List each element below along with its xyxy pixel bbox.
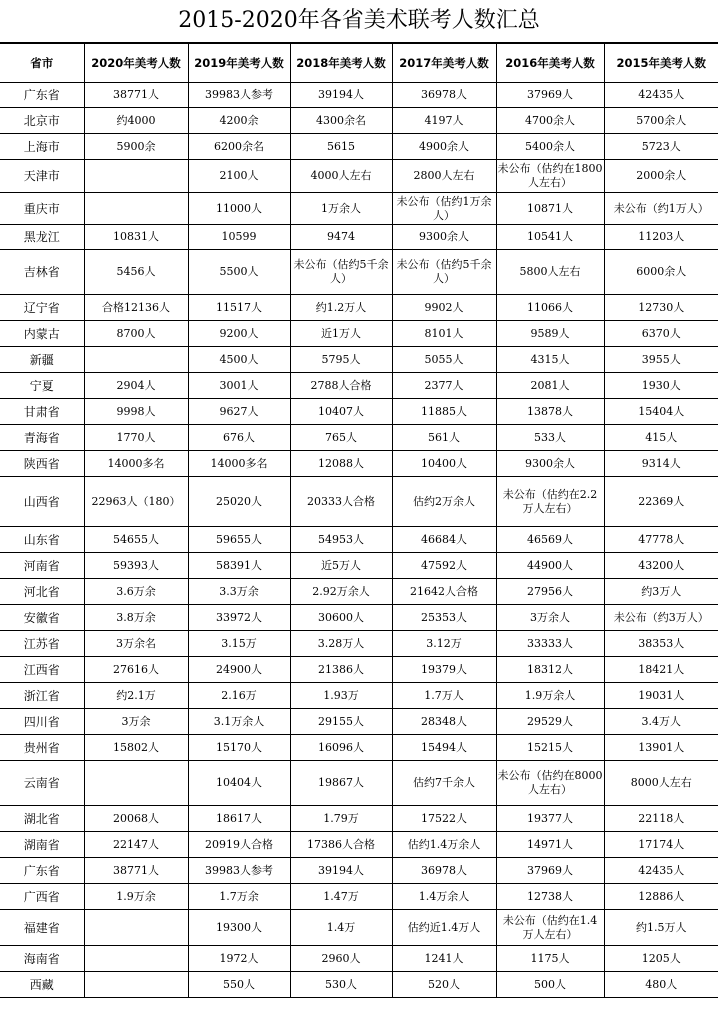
cell-2018: 9474 <box>290 225 392 250</box>
table-title: 2015-2020年各省美术联考人数汇总 <box>0 0 718 43</box>
cell-2019: 14000多名 <box>188 451 290 477</box>
cell-2015: 11203人 <box>604 225 718 250</box>
cell-2018: 21386人 <box>290 657 392 683</box>
cell-2016: 14971人 <box>496 832 604 858</box>
table-row <box>0 83 718 108</box>
cell-2020: 15802人 <box>84 735 188 761</box>
cell-2019: 4500人 <box>188 347 290 373</box>
cell-2015: 12886人 <box>604 884 718 910</box>
cell-2017: 17522人 <box>392 806 496 832</box>
cell-province: 辽宁省 <box>0 295 84 321</box>
cell-2019: 39983人参考 <box>188 858 290 884</box>
cell-2020: 22147人 <box>84 832 188 858</box>
cell-province: 宁夏 <box>0 373 84 399</box>
cell-2017: 未公布（估约5千余人） <box>392 250 496 295</box>
cell-2017: 估约7千余人 <box>392 761 496 806</box>
cell-2018: 2960人 <box>290 946 392 972</box>
cell-2016: 18312人 <box>496 657 604 683</box>
cell-province: 青海省 <box>0 425 84 451</box>
cell-2015: 415人 <box>604 425 718 451</box>
data-table <box>0 43 718 998</box>
table-row <box>0 527 718 553</box>
cell-2020: 2904人 <box>84 373 188 399</box>
cell-2015: 47778人 <box>604 527 718 553</box>
cell-2015: 8000人左右 <box>604 761 718 806</box>
cell-2016: 15215人 <box>496 735 604 761</box>
cell-2017: 3.12万 <box>392 631 496 657</box>
cell-province: 山西省 <box>0 477 84 527</box>
cell-2016: 4700余人 <box>496 108 604 134</box>
cell-2018: 1.79万 <box>290 806 392 832</box>
cell-2017: 9300余人 <box>392 225 496 250</box>
cell-2016: 10541人 <box>496 225 604 250</box>
cell-2020: 3.8万余 <box>84 605 188 631</box>
cell-2018: 2.92万余人 <box>290 579 392 605</box>
cell-2016: 19377人 <box>496 806 604 832</box>
cell-2018: 17386人合格 <box>290 832 392 858</box>
cell-province: 新疆 <box>0 347 84 373</box>
cell-2017: 25353人 <box>392 605 496 631</box>
table-row <box>0 735 718 761</box>
cell-province: 海南省 <box>0 946 84 972</box>
cell-2017: 未公布（估约1万余人） <box>392 193 496 225</box>
cell-2016: 1.9万余人 <box>496 683 604 709</box>
cell-2019: 15170人 <box>188 735 290 761</box>
cell-2016: 44900人 <box>496 553 604 579</box>
cell-2019: 39983人参考 <box>188 83 290 108</box>
cell-2015: 19031人 <box>604 683 718 709</box>
table-row <box>0 683 718 709</box>
cell-2020: 约2.1万 <box>84 683 188 709</box>
cell-2015: 6000余人 <box>604 250 718 295</box>
cell-province: 广东省 <box>0 858 84 884</box>
table-row <box>0 858 718 884</box>
cell-2017: 估约近1.4万人 <box>392 910 496 946</box>
cell-2019: 2100人 <box>188 160 290 193</box>
cell-province: 云南省 <box>0 761 84 806</box>
table-row <box>0 160 718 193</box>
cell-2020: 3.6万余 <box>84 579 188 605</box>
cell-2015: 42435人 <box>604 858 718 884</box>
cell-2016: 3万余人 <box>496 605 604 631</box>
cell-2017: 19379人 <box>392 657 496 683</box>
cell-2020: 1770人 <box>84 425 188 451</box>
table-row <box>0 295 718 321</box>
cell-2020: 20068人 <box>84 806 188 832</box>
cell-2020: 54655人 <box>84 527 188 553</box>
cell-2020 <box>84 193 188 225</box>
cell-2017: 15494人 <box>392 735 496 761</box>
cell-2020: 22963人（180） <box>84 477 188 527</box>
table-row <box>0 884 718 910</box>
cell-2020: 38771人 <box>84 83 188 108</box>
cell-2017: 2800人左右 <box>392 160 496 193</box>
cell-2018: 10407人 <box>290 399 392 425</box>
cell-2019: 10404人 <box>188 761 290 806</box>
header-cell-2016: 2016年美考人数 <box>496 44 604 83</box>
table-row <box>0 631 718 657</box>
cell-2018: 1.4万 <box>290 910 392 946</box>
cell-2020: 合格12136人 <box>84 295 188 321</box>
cell-2016: 1175人 <box>496 946 604 972</box>
cell-2018: 19867人 <box>290 761 392 806</box>
cell-2017: 1241人 <box>392 946 496 972</box>
header-cell-2020: 2020年美考人数 <box>84 44 188 83</box>
cell-2015: 未公布（约1万人） <box>604 193 718 225</box>
cell-2017: 561人 <box>392 425 496 451</box>
cell-2017: 36978人 <box>392 858 496 884</box>
cell-2018: 2788人合格 <box>290 373 392 399</box>
cell-2017: 4197人 <box>392 108 496 134</box>
header-cell-2015: 2015年美考人数 <box>604 44 718 83</box>
cell-province: 湖南省 <box>0 832 84 858</box>
cell-province: 广东省 <box>0 83 84 108</box>
cell-2017: 10400人 <box>392 451 496 477</box>
cell-2016: 13878人 <box>496 399 604 425</box>
cell-2018: 39194人 <box>290 83 392 108</box>
cell-2016: 4315人 <box>496 347 604 373</box>
cell-province: 吉林省 <box>0 250 84 295</box>
cell-2020: 8700人 <box>84 321 188 347</box>
cell-2018: 4000人左右 <box>290 160 392 193</box>
table-row <box>0 553 718 579</box>
cell-2019: 10599 <box>188 225 290 250</box>
table-row <box>0 225 718 250</box>
cell-2018: 约1.2万人 <box>290 295 392 321</box>
table-row <box>0 451 718 477</box>
cell-2017: 21642人合格 <box>392 579 496 605</box>
cell-2019: 5500人 <box>188 250 290 295</box>
cell-2020: 38771人 <box>84 858 188 884</box>
cell-2017: 47592人 <box>392 553 496 579</box>
header-cell-2018: 2018年美考人数 <box>290 44 392 83</box>
cell-2017: 36978人 <box>392 83 496 108</box>
cell-2020: 5456人 <box>84 250 188 295</box>
cell-2019: 11517人 <box>188 295 290 321</box>
cell-2019: 3001人 <box>188 373 290 399</box>
cell-province: 湖北省 <box>0 806 84 832</box>
cell-2018: 1.93万 <box>290 683 392 709</box>
cell-province: 上海市 <box>0 134 84 160</box>
cell-province: 山东省 <box>0 527 84 553</box>
cell-2020 <box>84 972 188 998</box>
cell-2015: 22118人 <box>604 806 718 832</box>
cell-2016: 46569人 <box>496 527 604 553</box>
cell-2019: 33972人 <box>188 605 290 631</box>
cell-2016: 5400余人 <box>496 134 604 160</box>
cell-2020 <box>84 946 188 972</box>
cell-2015: 38353人 <box>604 631 718 657</box>
cell-2019: 3.15万 <box>188 631 290 657</box>
cell-2018: 530人 <box>290 972 392 998</box>
cell-2016: 12738人 <box>496 884 604 910</box>
cell-2019: 58391人 <box>188 553 290 579</box>
cell-2018: 54953人 <box>290 527 392 553</box>
cell-2018: 1万余人 <box>290 193 392 225</box>
cell-2015: 3.4万人 <box>604 709 718 735</box>
table-row <box>0 761 718 806</box>
cell-2018: 5795人 <box>290 347 392 373</box>
cell-2015: 22369人 <box>604 477 718 527</box>
table-row <box>0 399 718 425</box>
cell-2016: 37969人 <box>496 858 604 884</box>
cell-2019: 1.7万余 <box>188 884 290 910</box>
cell-2018: 近1万人 <box>290 321 392 347</box>
cell-2015: 13901人 <box>604 735 718 761</box>
cell-2017: 估约1.4万余人 <box>392 832 496 858</box>
cell-2015: 5723人 <box>604 134 718 160</box>
cell-2016: 11066人 <box>496 295 604 321</box>
cell-2018: 16096人 <box>290 735 392 761</box>
cell-2019: 20919人合格 <box>188 832 290 858</box>
cell-2019: 19300人 <box>188 910 290 946</box>
cell-2019: 6200余名 <box>188 134 290 160</box>
cell-province: 重庆市 <box>0 193 84 225</box>
cell-2020 <box>84 910 188 946</box>
cell-2020: 10831人 <box>84 225 188 250</box>
cell-2016: 27956人 <box>496 579 604 605</box>
cell-2015: 42435人 <box>604 83 718 108</box>
header-row <box>0 44 718 83</box>
cell-2016: 33333人 <box>496 631 604 657</box>
table-row <box>0 806 718 832</box>
cell-province: 内蒙古 <box>0 321 84 347</box>
table-row <box>0 134 718 160</box>
cell-2020: 27616人 <box>84 657 188 683</box>
cell-2018: 近5万人 <box>290 553 392 579</box>
cell-2019: 3.1万余人 <box>188 709 290 735</box>
table-row <box>0 709 718 735</box>
table-row <box>0 425 718 451</box>
cell-province: 江苏省 <box>0 631 84 657</box>
table-row <box>0 477 718 527</box>
cell-2015: 9314人 <box>604 451 718 477</box>
cell-2016: 未公布（估约在1800人左右） <box>496 160 604 193</box>
cell-2016: 2081人 <box>496 373 604 399</box>
cell-2017: 2377人 <box>392 373 496 399</box>
cell-2018: 20333人合格 <box>290 477 392 527</box>
header-cell-province: 省市 <box>0 44 84 83</box>
cell-2019: 3.3万余 <box>188 579 290 605</box>
cell-2018: 30600人 <box>290 605 392 631</box>
cell-2019: 1972人 <box>188 946 290 972</box>
table-row <box>0 657 718 683</box>
cell-province: 广西省 <box>0 884 84 910</box>
cell-province: 河南省 <box>0 553 84 579</box>
cell-2015: 3955人 <box>604 347 718 373</box>
cell-2015: 约3万人 <box>604 579 718 605</box>
table-row <box>0 579 718 605</box>
cell-2019: 4200余 <box>188 108 290 134</box>
cell-2017: 11885人 <box>392 399 496 425</box>
header-cell-2017: 2017年美考人数 <box>392 44 496 83</box>
cell-2015: 43200人 <box>604 553 718 579</box>
cell-2016: 9589人 <box>496 321 604 347</box>
cell-2016: 5800人左右 <box>496 250 604 295</box>
table-row <box>0 193 718 225</box>
cell-2017: 4900余人 <box>392 134 496 160</box>
cell-2016: 37969人 <box>496 83 604 108</box>
cell-province: 北京市 <box>0 108 84 134</box>
cell-2015: 5700余人 <box>604 108 718 134</box>
cell-2016: 10871人 <box>496 193 604 225</box>
cell-2020: 9998人 <box>84 399 188 425</box>
cell-2015: 17174人 <box>604 832 718 858</box>
cell-2020 <box>84 761 188 806</box>
cell-2017: 8101人 <box>392 321 496 347</box>
cell-2015: 1205人 <box>604 946 718 972</box>
cell-2018: 39194人 <box>290 858 392 884</box>
cell-2019: 550人 <box>188 972 290 998</box>
cell-2017: 估约2万余人 <box>392 477 496 527</box>
cell-province: 河北省 <box>0 579 84 605</box>
cell-2017: 1.4万余人 <box>392 884 496 910</box>
cell-2017: 28348人 <box>392 709 496 735</box>
cell-2020 <box>84 347 188 373</box>
cell-2020: 1.9万余 <box>84 884 188 910</box>
cell-province: 甘肃省 <box>0 399 84 425</box>
cell-2015: 1930人 <box>604 373 718 399</box>
cell-2016: 未公布（估约在2.2万人左右） <box>496 477 604 527</box>
cell-2016: 500人 <box>496 972 604 998</box>
cell-2015: 15404人 <box>604 399 718 425</box>
table-body <box>0 83 718 998</box>
table-row <box>0 946 718 972</box>
cell-2019: 9627人 <box>188 399 290 425</box>
cell-2015: 未公布（约3万人） <box>604 605 718 631</box>
cell-2016: 29529人 <box>496 709 604 735</box>
cell-2017: 9902人 <box>392 295 496 321</box>
cell-2020: 14000多名 <box>84 451 188 477</box>
cell-2019: 18617人 <box>188 806 290 832</box>
cell-2017: 5055人 <box>392 347 496 373</box>
cell-province: 安徽省 <box>0 605 84 631</box>
cell-2019: 9200人 <box>188 321 290 347</box>
cell-2017: 46684人 <box>392 527 496 553</box>
cell-2015: 18421人 <box>604 657 718 683</box>
cell-2018: 4300余名 <box>290 108 392 134</box>
cell-2020: 3万余名 <box>84 631 188 657</box>
cell-2018: 1.47万 <box>290 884 392 910</box>
cell-2020 <box>84 160 188 193</box>
cell-2017: 520人 <box>392 972 496 998</box>
cell-2015: 6370人 <box>604 321 718 347</box>
table-row <box>0 832 718 858</box>
cell-2015: 480人 <box>604 972 718 998</box>
table-row <box>0 108 718 134</box>
cell-province: 福建省 <box>0 910 84 946</box>
table-row <box>0 972 718 998</box>
cell-2020: 5900余 <box>84 134 188 160</box>
table-row <box>0 373 718 399</box>
table-row <box>0 347 718 373</box>
cell-2016: 9300余人 <box>496 451 604 477</box>
cell-2020: 3万余 <box>84 709 188 735</box>
cell-2018: 5615 <box>290 134 392 160</box>
cell-2020: 约4000 <box>84 108 188 134</box>
cell-2017: 1.7万人 <box>392 683 496 709</box>
cell-2018: 765人 <box>290 425 392 451</box>
cell-2015: 2000余人 <box>604 160 718 193</box>
cell-province: 江西省 <box>0 657 84 683</box>
cell-2015: 约1.5万人 <box>604 910 718 946</box>
cell-province: 贵州省 <box>0 735 84 761</box>
cell-2016: 533人 <box>496 425 604 451</box>
table-row <box>0 910 718 946</box>
cell-2019: 676人 <box>188 425 290 451</box>
cell-2019: 2.16万 <box>188 683 290 709</box>
cell-province: 西藏 <box>0 972 84 998</box>
table-row <box>0 605 718 631</box>
cell-province: 黑龙江 <box>0 225 84 250</box>
cell-2019: 11000人 <box>188 193 290 225</box>
cell-2019: 24900人 <box>188 657 290 683</box>
cell-2018: 12088人 <box>290 451 392 477</box>
cell-2019: 25020人 <box>188 477 290 527</box>
cell-2016: 未公布（估约在1.4万人左右） <box>496 910 604 946</box>
table-row <box>0 321 718 347</box>
cell-2018: 3.28万人 <box>290 631 392 657</box>
cell-province: 四川省 <box>0 709 84 735</box>
cell-province: 浙江省 <box>0 683 84 709</box>
cell-province: 陕西省 <box>0 451 84 477</box>
header-cell-2019: 2019年美考人数 <box>188 44 290 83</box>
cell-province: 天津市 <box>0 160 84 193</box>
cell-2015: 12730人 <box>604 295 718 321</box>
cell-2019: 59655人 <box>188 527 290 553</box>
table-row <box>0 250 718 295</box>
cell-2016: 未公布（估约在8000人左右） <box>496 761 604 806</box>
cell-2020: 59393人 <box>84 553 188 579</box>
cell-2018: 29155人 <box>290 709 392 735</box>
cell-2018: 未公布（估约5千余人） <box>290 250 392 295</box>
